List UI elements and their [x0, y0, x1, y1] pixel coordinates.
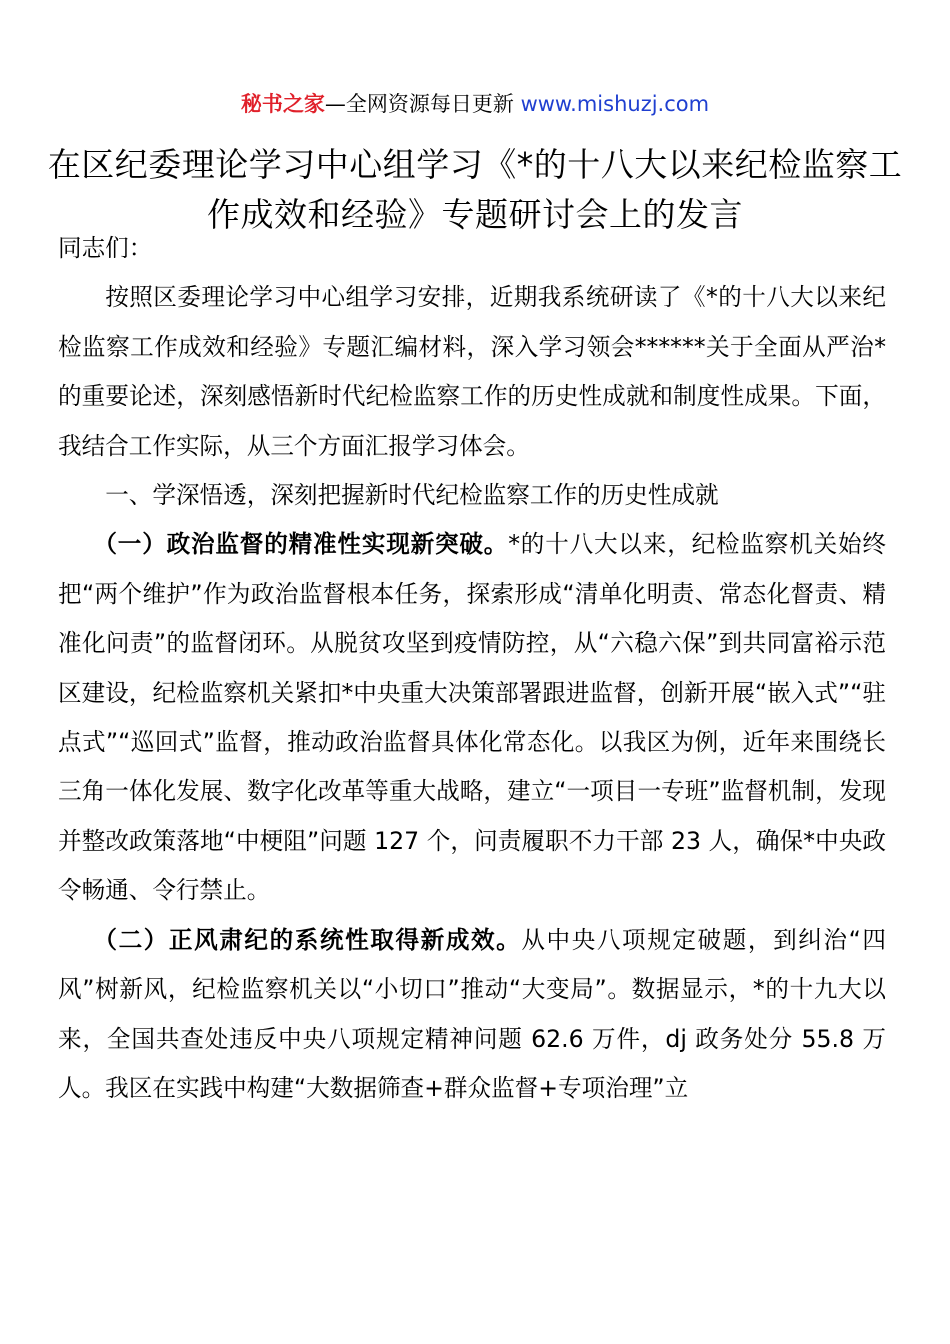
- item-body-2: 从中央八项规定破题，到纠治“四风”树新风，纪检监察机关以“小切口”推动“大变局”。数据显示，*的十九大以来，全国共查处违反中央八项规定精神问题 62.6 万件，dj 政务处分 55.8 万人。我区在实践中构建“大数据筛查+群众监督+专项治理”立: [58, 925, 886, 1102]
- item-paragraph-1: [58, 520, 886, 915]
- intro-paragraph: 按照区委理论学习中心组学习安排，近期我系统研读了《*的十八大以来纪检监察工作成效和经验》专题汇编材料，深入学习领会******关于全面从严治*的重要论述，深刻感悟新时代纪检监察工作的历史性成就和制度性成果。下面，我结合工作实际，从三个方面汇报学习体会。: [58, 283, 886, 460]
- banner-url-link[interactable]: www.mishuzj.com: [520, 92, 710, 116]
- item-heading-1: （一）政治监督的精准性实现新突破。: [93, 530, 509, 559]
- site-banner: [0, 88, 950, 120]
- item-heading-2: （二）正风肃纪的系统性取得新成效。: [93, 925, 522, 954]
- document-body: [58, 224, 886, 1113]
- item-body-1: *的十八大以来，纪检监察机关始终把“两个维护”作为政治监督根本任务，探索形成“清单化明责、常态化督责、精准化问责”的监督闭环。从脱贫攻坚到疫情防控，从“六稳六保”到共同富裕示范区建设，纪检监察机关紧扣*中央重大决策部署跟进监督，创新开展“嵌入式”“驻点式”“巡回式”监督，推动政治监督具体化常态化。以我区为例，近年来围绕长三角一体化发展、数字化改革等重大战略，建立“一项目一专班”监督机制，发现并整改政策落地“中梗阻”问题 127 个，问责履职不力干部 23 人，确保*中央政令畅通、令行禁止。: [58, 530, 887, 905]
- banner-tagline: —全网资源每日更新: [324, 92, 521, 116]
- item-paragraph-2: [58, 916, 886, 1114]
- banner-brand: 秘书之家: [240, 92, 325, 116]
- document-title: 在区纪委理论学习中心组学习《*的十八大以来纪检监察工作成效和经验》专题研讨会上的发言: [47, 145, 903, 234]
- salutation: 同志们：: [58, 234, 153, 262]
- section-heading-1: 一、学深悟透，深刻把握新时代纪检监察工作的历史性成就: [105, 481, 719, 510]
